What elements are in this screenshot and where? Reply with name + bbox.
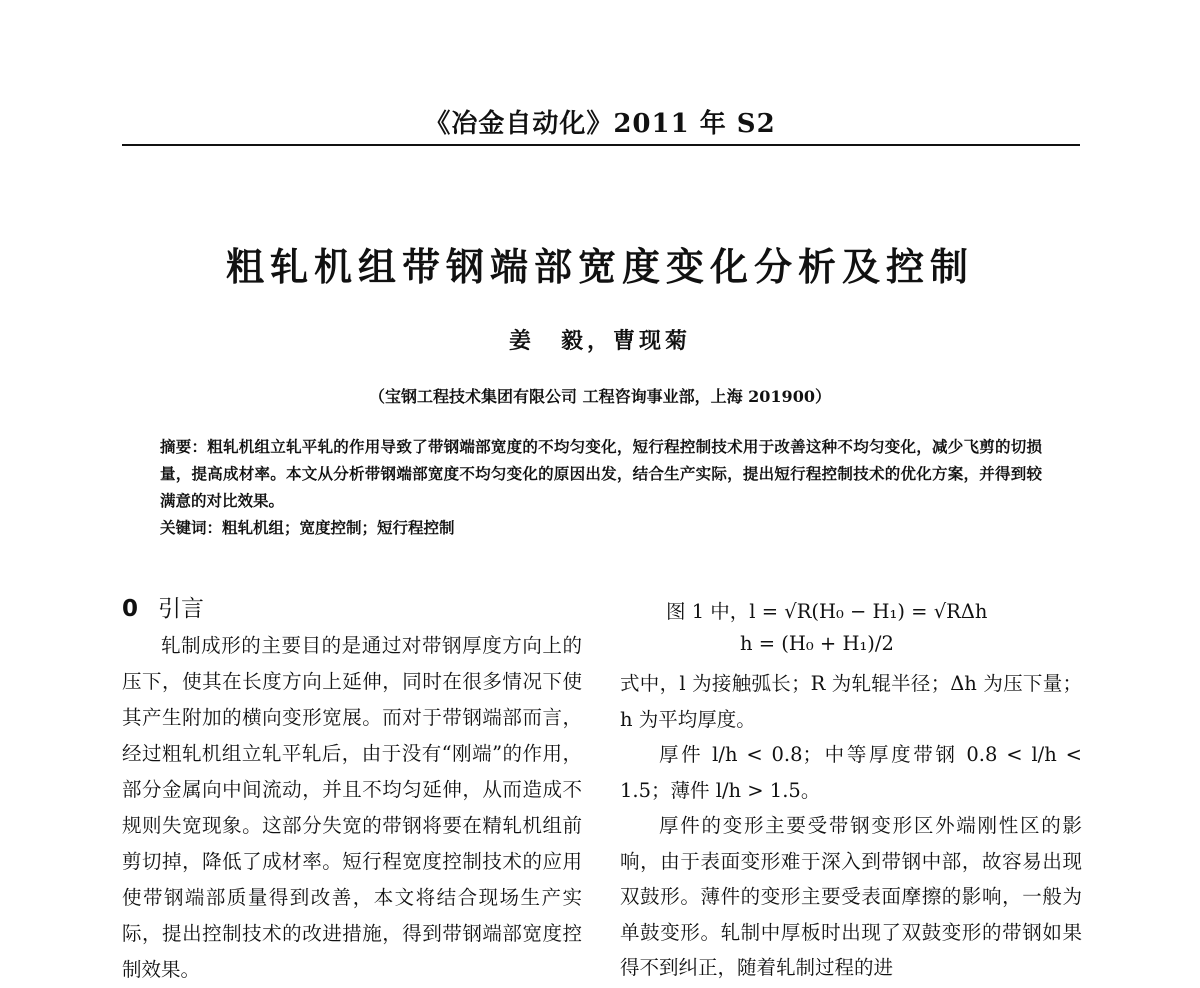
affiliation: （宝钢工程技术集团有限公司 工程咨询事业部，上海 201900） — [369, 387, 831, 406]
authors: 姜 毅，曹现菊 — [508, 328, 691, 354]
header-rule — [122, 144, 1080, 146]
abstract-text: 摘要：粗轧机组立轧平轧的作用导致了带钢端部宽度的不均匀变化，短行程控制技术用于改善这种不均匀变化，减少飞剪的切损量，提高成材率。本文从分析带钢端部宽度不均匀变化的原因出发，结合生产实际，提出短行程控制技术的优化方案，并得到较满意的对比效果。 — [160, 438, 1042, 510]
introduction-paragraph: 轧制成形的主要目的是通过对带钢厚度方向上的压下，使其在长度方向上延伸，同时在很多情况下使其产生附加的横向变形宽展。而对于带钢端部而言，经过粗轧机组立轧平轧后，由于没有“刚端”的作用，部分金属向中间流动，并且不均匀延伸，从而造成不规则失宽现象。这部分失宽的带钢将要在精轧机组前剪切掉，降低了成材率。短行程宽度控制技术的应用使带钢端部质量得到改善，本文将结合现场生产实际，提出控制技术的改进措施，得到带钢端部宽度控制效果。 — [122, 634, 582, 981]
section-title: 引言 — [158, 596, 204, 622]
section-number: 0 — [122, 596, 139, 622]
section-heading-introduction — [122, 594, 582, 624]
deformation-paragraph: 厚件的变形主要受带钢变形区外端刚性区的影响，由于表面变形难于深入到带钢中部，故容易出现双鼓形。薄件的变形主要受表面摩擦的影响，一般为单鼓变形。轧制中厚板时出现了双鼓变形的带钢如果得不到纠正，随着轧制过程的进 — [620, 814, 1082, 979]
right-column — [620, 596, 1082, 986]
symbol-definitions: 式中，l 为接触弧长；R 为轧辊半径；Δh 为压下量；h 为平均厚度。 — [620, 672, 1082, 731]
paper-title: 粗轧机组带钢端部宽度变化分析及控制 — [225, 245, 974, 289]
keywords: 关键词：粗轧机组；宽度控制；短行程控制 — [160, 519, 455, 537]
formula-mean-thickness: h = (H₀ + H₁)/2 — [740, 632, 894, 655]
abstract-block — [160, 434, 1042, 542]
formula-contact-arc: 图 1 中，l = √R(H₀ − H₁) = √RΔh — [666, 600, 988, 623]
left-column — [122, 594, 582, 988]
journal-header: 《冶金自动化》2011 年 S2 — [424, 109, 776, 139]
thickness-classification: 厚件 l/h < 0.8；中等厚度带钢 0.8 < l/h < 1.5；薄件 l/h > 1.5。 — [620, 743, 1082, 802]
